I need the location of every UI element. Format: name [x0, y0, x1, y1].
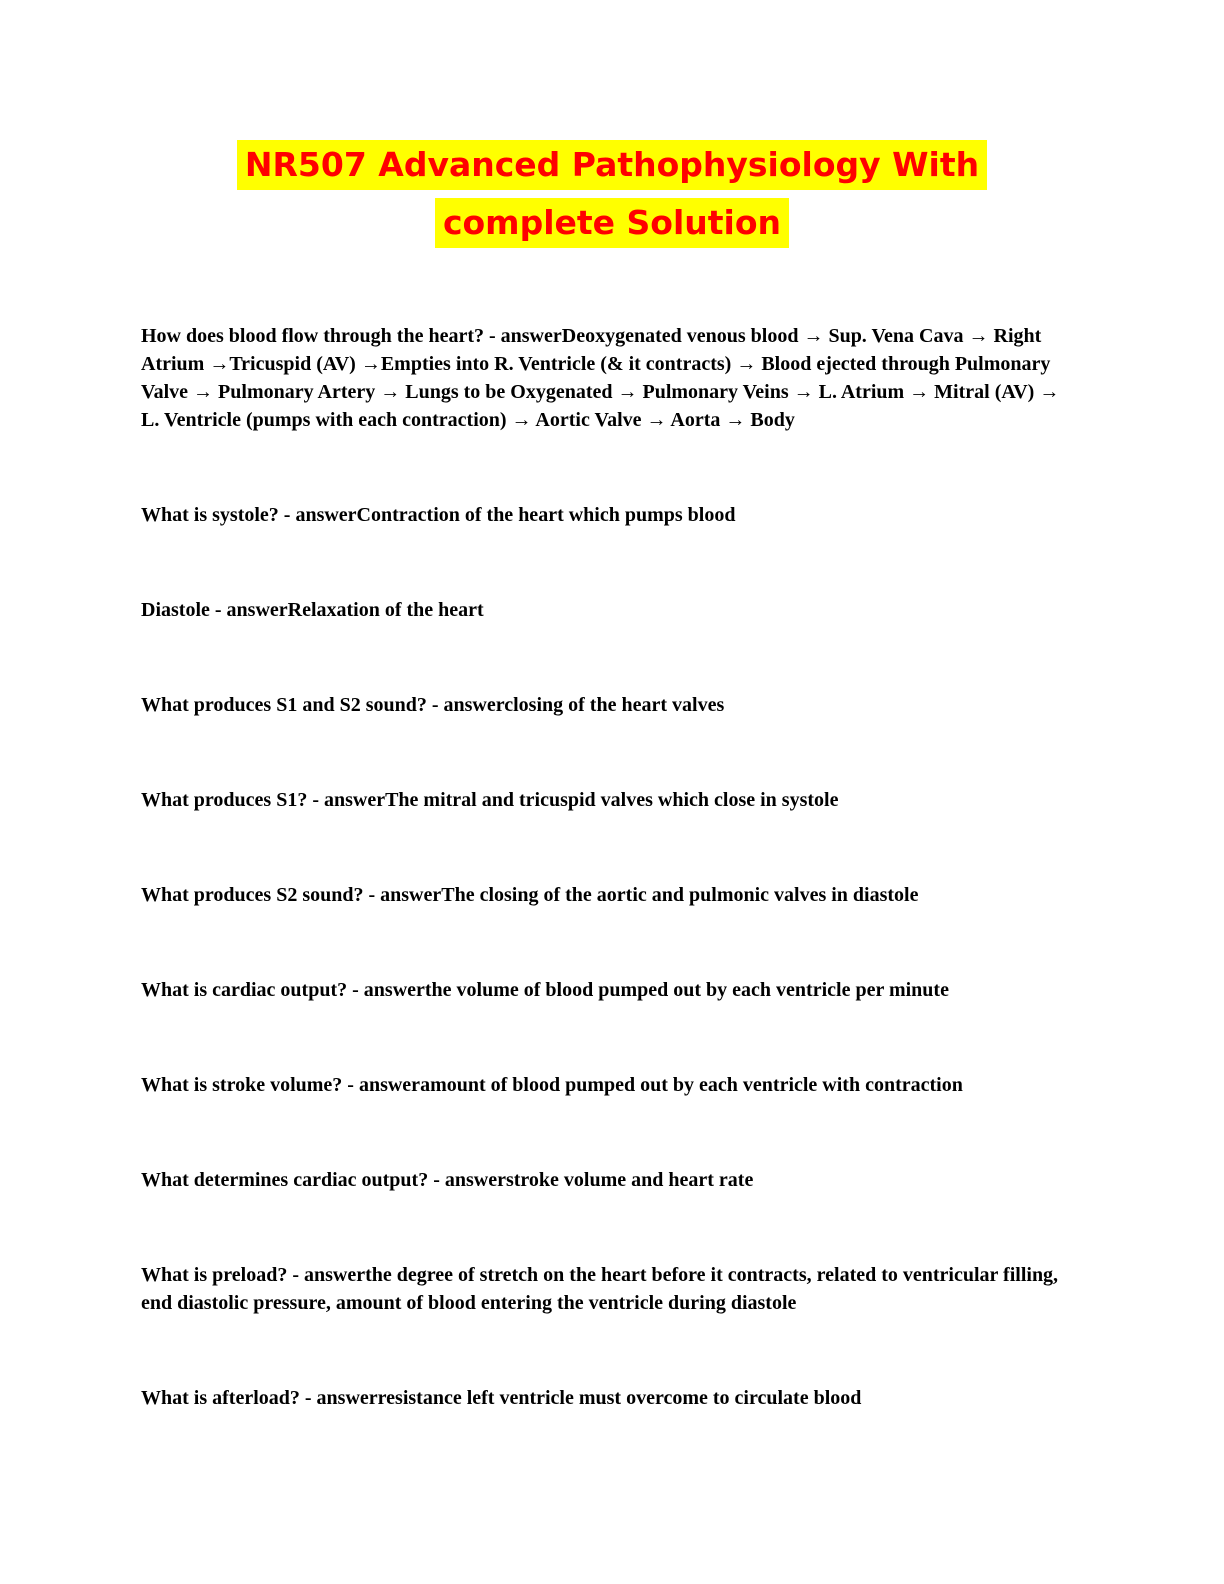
- qa-item-afterload: What is afterload? - answerresistance left ventricle must overcome to circulate blood: [141, 1387, 862, 1409]
- qa-item-s1: What produces S1? - answerThe mitral and tricuspid valves which close in systole: [141, 789, 839, 811]
- qa-item-stroke-volume: What is stroke volume? - answeramount of blood pumped out by each ventricle with contraction: [141, 1074, 963, 1096]
- qa-item-blood-flow: How does blood flow through the heart? - answerDeoxygenated venous blood → Sup. Vena Cava → Right Atrium →Tricuspid (AV) →Empties into R. Ventricle (& it contracts) → Blood ejected through Pulmonary Valve → Pulmonary Artery → Lungs to be Oxygenated → Pulmonary Veins → L. Atrium → Mitral (AV) → L. Ventricle (pumps with each contraction) → Aortic Valve → Aorta → Body: [141, 325, 1060, 431]
- qa-item-systole: What is systole? - answerContraction of the heart which pumps blood: [141, 504, 736, 526]
- title-line-2: complete Solution: [435, 198, 789, 248]
- qa-item-diastole: Diastole - answerRelaxation of the heart: [141, 599, 484, 621]
- qa-item-preload: What is preload? - answerthe degree of stretch on the heart before it contracts, related to ventricular filling, end diastolic pressure, amount of blood entering the ventricle during diastole: [141, 1264, 1059, 1314]
- qa-list: [141, 322, 1081, 1479]
- qa-item-s2: What produces S2 sound? - answerThe closing of the aortic and pulmonic valves in diastole: [141, 884, 919, 906]
- qa-item-s1-s2: What produces S1 and S2 sound? - answerclosing of the heart valves: [141, 694, 725, 716]
- qa-item-determines-co: What determines cardiac output? - answerstroke volume and heart rate: [141, 1169, 754, 1191]
- title-line-1: NR507 Advanced Pathophysiology With: [237, 140, 987, 190]
- document-title: [0, 140, 1224, 248]
- qa-item-cardiac-output: What is cardiac output? - answerthe volume of blood pumped out by each ventricle per minute: [141, 979, 949, 1001]
